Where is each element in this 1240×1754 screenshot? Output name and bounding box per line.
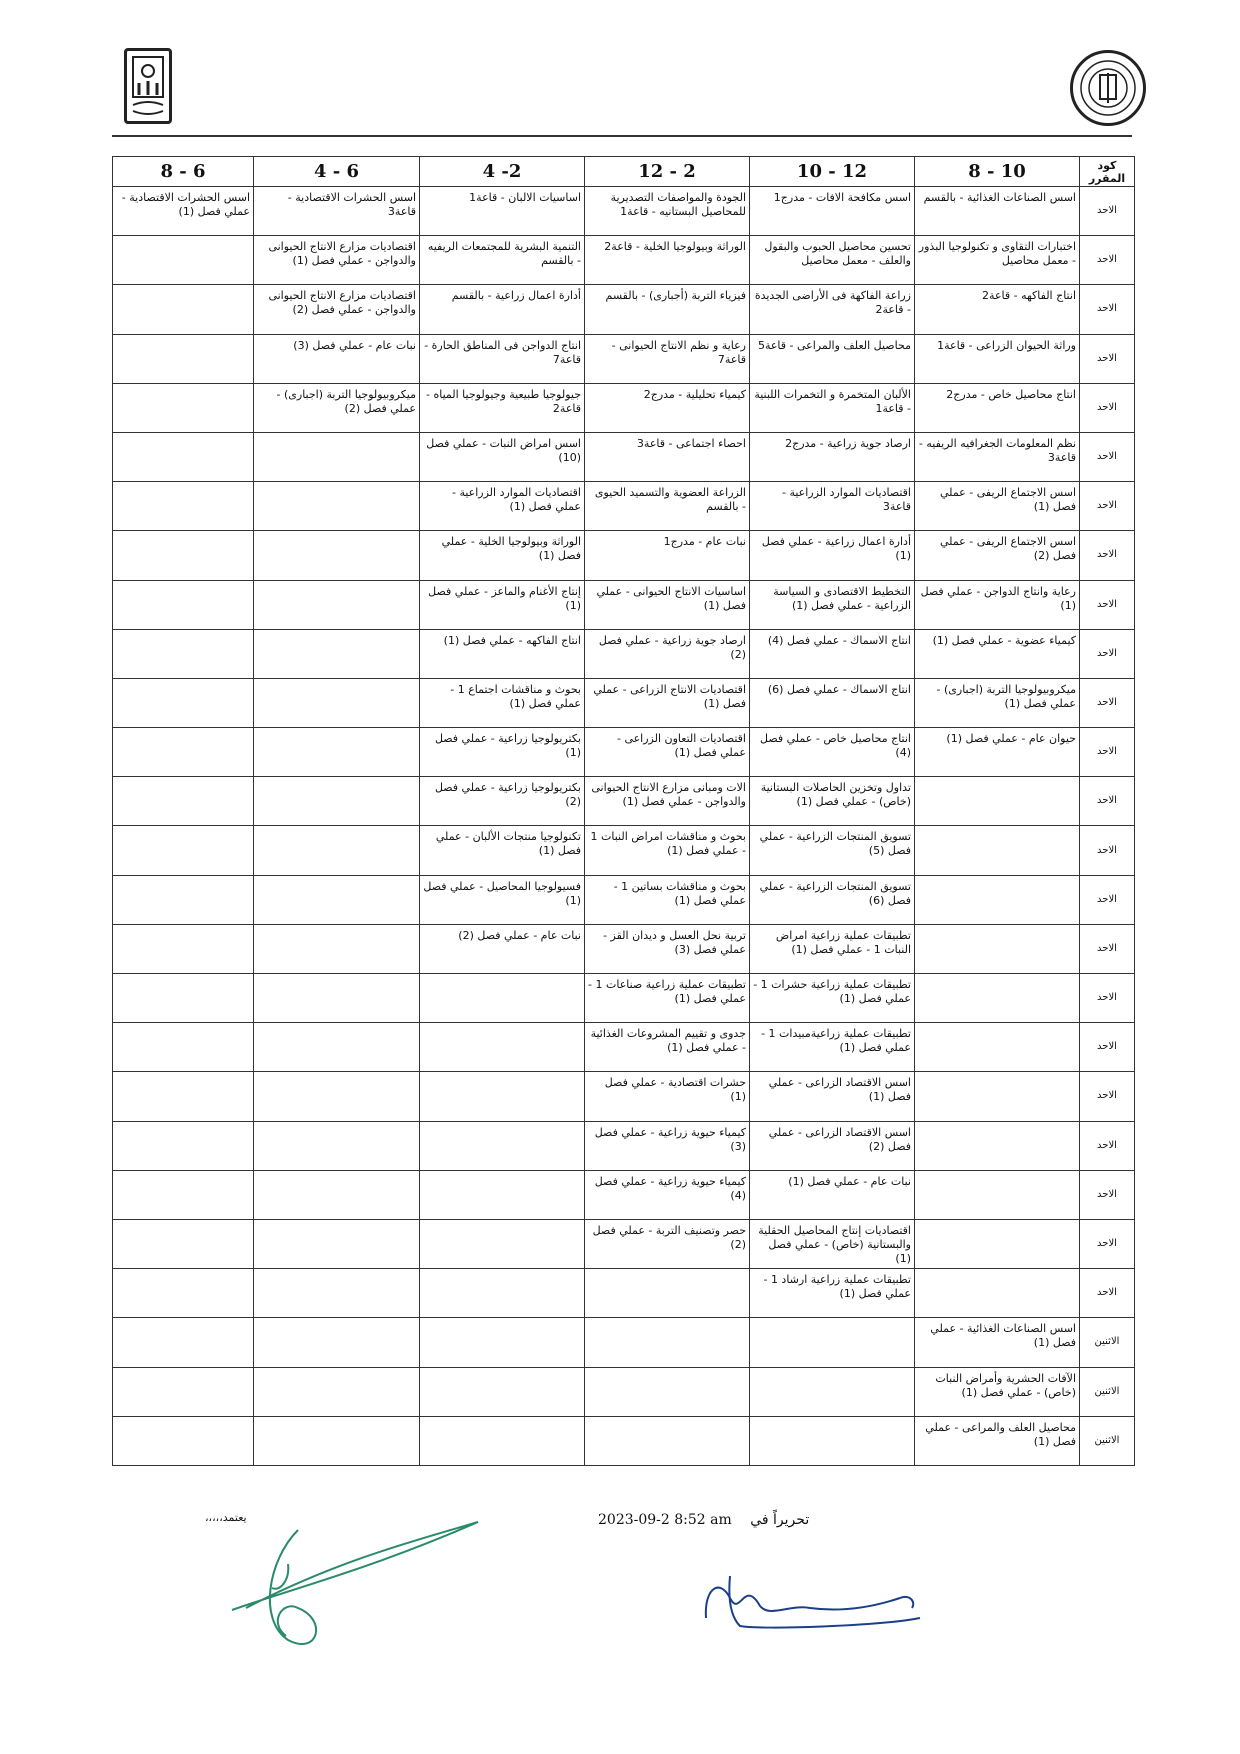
course-cell: حيوان عام - عملي فصل (1) [915,728,1080,777]
course-cell [915,1219,1080,1268]
course-cell [113,285,254,334]
course-cell: فيزياء التربة (أجبارى) - بالقسم [585,285,750,334]
header-divider [112,135,1132,137]
course-cell: تسويق المنتجات الزراعية - عملي فصل (6) [750,875,915,924]
course-cell [420,1367,585,1416]
course-cell: كيمياء حيوية زراعية - عملي فصل (3) [585,1121,750,1170]
course-cell: جيولوجيا طبيعية وجيولوجيا المياه - قاعة2 [420,383,585,432]
course-cell [420,1416,585,1465]
day-cell: الاحد [1080,678,1135,727]
course-cell [113,826,254,875]
table-row [113,924,1135,973]
course-cell: انتاج الدواجن فى المناطق الحارة - قاعة7 [420,334,585,383]
table-row [113,728,1135,777]
day-cell: الاحد [1080,974,1135,1023]
course-cell [113,875,254,924]
course-cell [113,432,254,481]
course-cell [915,875,1080,924]
course-cell: كيمياء تحليلية - مدرج2 [585,383,750,432]
course-cell: اسس الاقتصاد الزراعى - عملي فصل (2) [750,1121,915,1170]
course-cell: حشرات اقتصادية - عملي فصل (1) [585,1072,750,1121]
course-cell: الوراثة وبيولوجيا الخلية - عملي فصل (1) [420,531,585,580]
day-cell: الاحد [1080,1219,1135,1268]
course-cell [254,875,420,924]
course-cell [420,1121,585,1170]
course-cell: اقتصاديات الموارد الزراعية - قاعة3 [750,482,915,531]
day-cell: الاحد [1080,875,1135,924]
course-cell [254,1121,420,1170]
course-cell: رعاية و نظم الانتاج الحيوانى - قاعة7 [585,334,750,383]
table-row [113,1072,1135,1121]
table-row [113,285,1135,334]
course-cell [113,1318,254,1367]
course-cell: كيمياء عضوية - عملي فصل (1) [915,629,1080,678]
course-cell: الألبان المتخمرة و التخمرات اللبنية - قاعة1 [750,383,915,432]
course-cell: اساسيات الالبان - قاعة1 [420,187,585,236]
course-cell [254,482,420,531]
course-cell: حصر وتصنيف التربة - عملي فصل (2) [585,1219,750,1268]
course-cell: اسس الاقتصاد الزراعى - عملي فصل (1) [750,1072,915,1121]
course-cell: تطبيقات عملية زراعية ارشاد 1 - عملي فصل (1) [750,1269,915,1318]
course-cell: الات ومبانى مزارع الانتاج الحيوانى والدواجن - عملي فصل (1) [585,777,750,826]
course-cell: بكتريولوجيا زراعية - عملي فصل (1) [420,728,585,777]
course-cell [113,629,254,678]
course-cell: بحوث و مناقشات بساتين 1 - عملي فصل (1) [585,875,750,924]
course-cell: ميكروبيولوجيا التربة (اجبارى) - عملي فصل (1) [915,678,1080,727]
course-cell [254,1170,420,1219]
course-cell: نبات عام - مدرج1 [585,531,750,580]
course-cell [254,1269,420,1318]
course-cell [254,1367,420,1416]
day-cell: الاحد [1080,1269,1135,1318]
course-cell: اسس الاجتماع الريفى - عملي فصل (1) [915,482,1080,531]
table-row [113,334,1135,383]
course-cell [113,1072,254,1121]
table-row [113,875,1135,924]
course-cell: ارصاد جوية زراعية - مدرج2 [750,432,915,481]
course-cell [915,1072,1080,1121]
course-cell: انتاج الاسماك - عملي فصل (4) [750,629,915,678]
table-row [113,974,1135,1023]
day-cell: الاحد [1080,924,1135,973]
table-row [113,777,1135,826]
table-row [113,629,1135,678]
day-cell: الاحد [1080,1121,1135,1170]
table-row [113,1318,1135,1367]
day-cell: الاحد [1080,236,1135,285]
table-row [113,1170,1135,1219]
course-cell [585,1416,750,1465]
slot-header: 10 - 8 [915,157,1080,187]
course-cell: تطبيقات عملية زراعية حشرات 1 - عملي فصل (1) [750,974,915,1023]
slot-header: 12 - 10 [750,157,915,187]
date-time: 2023-09-2 8:52 am [598,1512,732,1528]
course-cell [113,383,254,432]
day-cell: الاحد [1080,728,1135,777]
course-cell [113,334,254,383]
course-cell: الجودة والمواصفات التصديرية للمحاصيل البستانيه - قاعة1 [585,187,750,236]
day-cell: الاحد [1080,432,1135,481]
course-cell: الآفات الحشرية وأمراض النبات (خاص) - عملي فصل (1) [915,1367,1080,1416]
course-cell: أدارة اعمال زراعية - بالقسم [420,285,585,334]
course-cell [254,1219,420,1268]
course-cell: نظم المعلومات الجغرافيه الريفيه - قاعة3 [915,432,1080,481]
day-cell: الاثنين [1080,1318,1135,1367]
table-row [113,1023,1135,1072]
course-cell: اقتصاديات مزارع الانتاج الحيوانى والدواجن - عملي فصل (2) [254,285,420,334]
course-cell [254,629,420,678]
table-row [113,580,1135,629]
course-cell [915,974,1080,1023]
course-cell: اساسيات الانتاج الحيوانى - عملي فصل (1) [585,580,750,629]
course-cell [113,531,254,580]
signature-approver [228,1500,488,1660]
course-cell [254,1023,420,1072]
table-row [113,1219,1135,1268]
slot-header: 6 - 4 [254,157,420,187]
course-cell: تسويق المنتجات الزراعية - عملي فصل (5) [750,826,915,875]
course-cell: انتاج الاسماك - عملي فصل (6) [750,678,915,727]
course-cell: ميكروبيولوجيا التربة (اجبارى) - عملي فصل (2) [254,383,420,432]
table-row [113,1269,1135,1318]
course-cell [113,974,254,1023]
course-cell [254,580,420,629]
course-cell [113,777,254,826]
course-cell: تربية نحل العسل و ديدان القز - عملي فصل (3) [585,924,750,973]
course-cell: اسس الصناعات الغذائية - بالقسم [915,187,1080,236]
course-cell: نبات عام - عملي فصل (2) [420,924,585,973]
course-cell [420,1318,585,1367]
course-cell [113,1121,254,1170]
table-row [113,482,1135,531]
course-cell [113,1219,254,1268]
course-cell [113,728,254,777]
course-cell: اسس امراض النبات - عملي فصل (10) [420,432,585,481]
table-row [113,236,1135,285]
course-cell [113,1416,254,1465]
course-cell [915,1023,1080,1072]
course-cell [254,777,420,826]
course-cell: اسس الصناعات الغذائية - عملي فصل (1) [915,1318,1080,1367]
day-cell: الاثنين [1080,1367,1135,1416]
day-cell: الاحد [1080,580,1135,629]
course-cell: إنتاج الأغنام والماعز - عملي فصل (1) [420,580,585,629]
course-cell [113,482,254,531]
signature-issuer [700,1568,930,1638]
course-cell: اقتصاديات الموارد الزراعية - عملي فصل (1) [420,482,585,531]
course-cell: رعاية وانتاج الدواجن - عملي فصل (1) [915,580,1080,629]
course-cell: انتاج محاصيل خاص - مدرج2 [915,383,1080,432]
approval-label: يعتمد،،،،، [205,1511,247,1524]
university-logo-left [124,48,172,124]
course-cell: كيمياء حيوية زراعية - عملي فصل (4) [585,1170,750,1219]
course-cell [113,580,254,629]
course-cell [915,1170,1080,1219]
course-cell: تكنولوجيا منتجات الألبان - عملي فصل (1) [420,826,585,875]
course-cell: اسس مكافحة الافات - مدرج1 [750,187,915,236]
course-cell: نبات عام - عملي فصل (3) [254,334,420,383]
course-cell [254,531,420,580]
course-cell [254,432,420,481]
day-cell: الاحد [1080,285,1135,334]
course-cell [254,826,420,875]
course-cell: اقتصاديات الانتاج الزراعى - عملي فصل (1) [585,678,750,727]
table-row [113,531,1135,580]
course-cell [254,728,420,777]
course-cell [750,1416,915,1465]
course-cell [254,1416,420,1465]
course-cell [420,1269,585,1318]
course-cell: وراثة الحيوان الزراعى - قاعة1 [915,334,1080,383]
course-cell [915,1269,1080,1318]
course-cell: اسس الاجتماع الريفى - عملي فصل (2) [915,531,1080,580]
course-cell [420,1170,585,1219]
day-cell: الاثنين [1080,1416,1135,1465]
course-cell: تطبيقات عملية زراعيةمبيدات 1 - عملي فصل (1) [750,1023,915,1072]
slot-header: 6 - 8 [113,157,254,187]
course-cell: تطبيقات عملية زراعية صناعات 1 - عملي فصل (1) [585,974,750,1023]
faculty-seal-right [1070,50,1146,126]
course-cell: بحوث و مناقشات اجتماع 1 - عملي فصل (1) [420,678,585,727]
course-cell: أدارة اعمال زراعية - عملي فصل (1) [750,531,915,580]
course-cell [113,924,254,973]
table-row [113,432,1135,481]
table-row [113,826,1135,875]
schedule-table [112,156,1135,1466]
course-cell: اختبارات التقاوى و تكنولوجيا البذور - معمل محاصيل [915,236,1080,285]
course-cell [254,1072,420,1121]
course-cell [254,1318,420,1367]
course-cell: الزراعة العضوية والتسميد الحيوى - بالقسم [585,482,750,531]
day-cell: الاحد [1080,187,1135,236]
course-cell: اقتصاديات إنتاج المحاصيل الحقلية والبستانية (خاص) - عملي فصل (1) [750,1219,915,1268]
day-cell: الاحد [1080,1072,1135,1121]
table-row [113,678,1135,727]
course-cell: انتاج الفاكهه - عملي فصل (1) [420,629,585,678]
course-cell: نبات عام - عملي فصل (1) [750,1170,915,1219]
slot-header: 2- 4 [420,157,585,187]
course-cell: بكتريولوجيا زراعية - عملي فصل (2) [420,777,585,826]
course-cell [420,1023,585,1072]
course-code-header: كود المقرر [1080,157,1135,187]
course-cell: ارصاد جوية زراعية - عملي فصل (2) [585,629,750,678]
course-cell: تداول وتخزين الحاصلات البستانية (خاص) - عملي فصل (1) [750,777,915,826]
course-cell [915,826,1080,875]
written-label: تحريراً في [750,1512,810,1528]
course-cell: بحوث و مناقشات امراض النبات 1 - عملي فصل (1) [585,826,750,875]
slot-header: 2 - 12 [585,157,750,187]
table-header-row [113,157,1135,187]
day-cell: الاحد [1080,1023,1135,1072]
table-row [113,1121,1135,1170]
course-cell [113,1170,254,1219]
table-row [113,1416,1135,1465]
course-cell: التنمية البشرية للمجتمعات الريفيه - بالقسم [420,236,585,285]
course-cell: جدوى و تقييم المشروعات الغذائية - عملي فصل (1) [585,1023,750,1072]
course-cell [113,1023,254,1072]
day-cell: الاحد [1080,531,1135,580]
course-cell: فسيولوجيا المحاصيل - عملي فصل (1) [420,875,585,924]
issue-date [598,1512,809,1528]
course-cell: محاصيل العلف والمراعى - قاعة5 [750,334,915,383]
course-cell [420,974,585,1023]
course-cell: اسس الحشرات الاقتصادية - عملي فصل (1) [113,187,254,236]
day-cell: الاحد [1080,334,1135,383]
course-cell [585,1367,750,1416]
course-cell [915,1121,1080,1170]
course-cell: احصاء اجتماعى - قاعة3 [585,432,750,481]
day-cell: الاحد [1080,826,1135,875]
day-cell: الاحد [1080,1170,1135,1219]
course-cell [750,1318,915,1367]
course-cell [254,678,420,727]
course-cell: اقتصاديات مزارع الانتاج الحيوانى والدواجن - عملي فصل (1) [254,236,420,285]
table-row [113,383,1135,432]
course-cell: انتاج محاصيل خاص - عملي فصل (4) [750,728,915,777]
course-cell [254,974,420,1023]
course-cell [113,236,254,285]
course-cell [113,1269,254,1318]
course-cell: محاصيل العلف والمراعى - عملي فصل (1) [915,1416,1080,1465]
course-cell [420,1072,585,1121]
course-cell: تحسين محاصيل الحبوب والبقول والعلف - معمل محاصيل [750,236,915,285]
course-cell [585,1318,750,1367]
course-cell [113,1367,254,1416]
course-cell [750,1367,915,1416]
day-cell: الاحد [1080,482,1135,531]
course-cell: اسس الحشرات الاقتصادية - قاعة3 [254,187,420,236]
day-cell: الاحد [1080,383,1135,432]
course-cell: تطبيقات عملية زراعية امراض النبات 1 - عملي فصل (1) [750,924,915,973]
course-cell [915,777,1080,826]
course-cell: زراعة الفاكهة فى الأراضى الجديدة - قاعة2 [750,285,915,334]
course-cell: التخطيط الاقتصادى و السياسة الزراعية - عملي فصل (1) [750,580,915,629]
table-row [113,1367,1135,1416]
course-cell [585,1269,750,1318]
table-row [113,187,1135,236]
course-cell [420,1219,585,1268]
course-cell: انتاج الفاكهه - قاعة2 [915,285,1080,334]
course-cell [915,924,1080,973]
course-cell: الوراثة وبيولوجيا الخلية - قاعة2 [585,236,750,285]
course-cell [113,678,254,727]
day-cell: الاحد [1080,629,1135,678]
day-cell: الاحد [1080,777,1135,826]
course-cell: اقتصاديات التعاون الزراعى - عملي فصل (1) [585,728,750,777]
course-cell [254,924,420,973]
schedule-table-wrap [112,156,1134,1466]
